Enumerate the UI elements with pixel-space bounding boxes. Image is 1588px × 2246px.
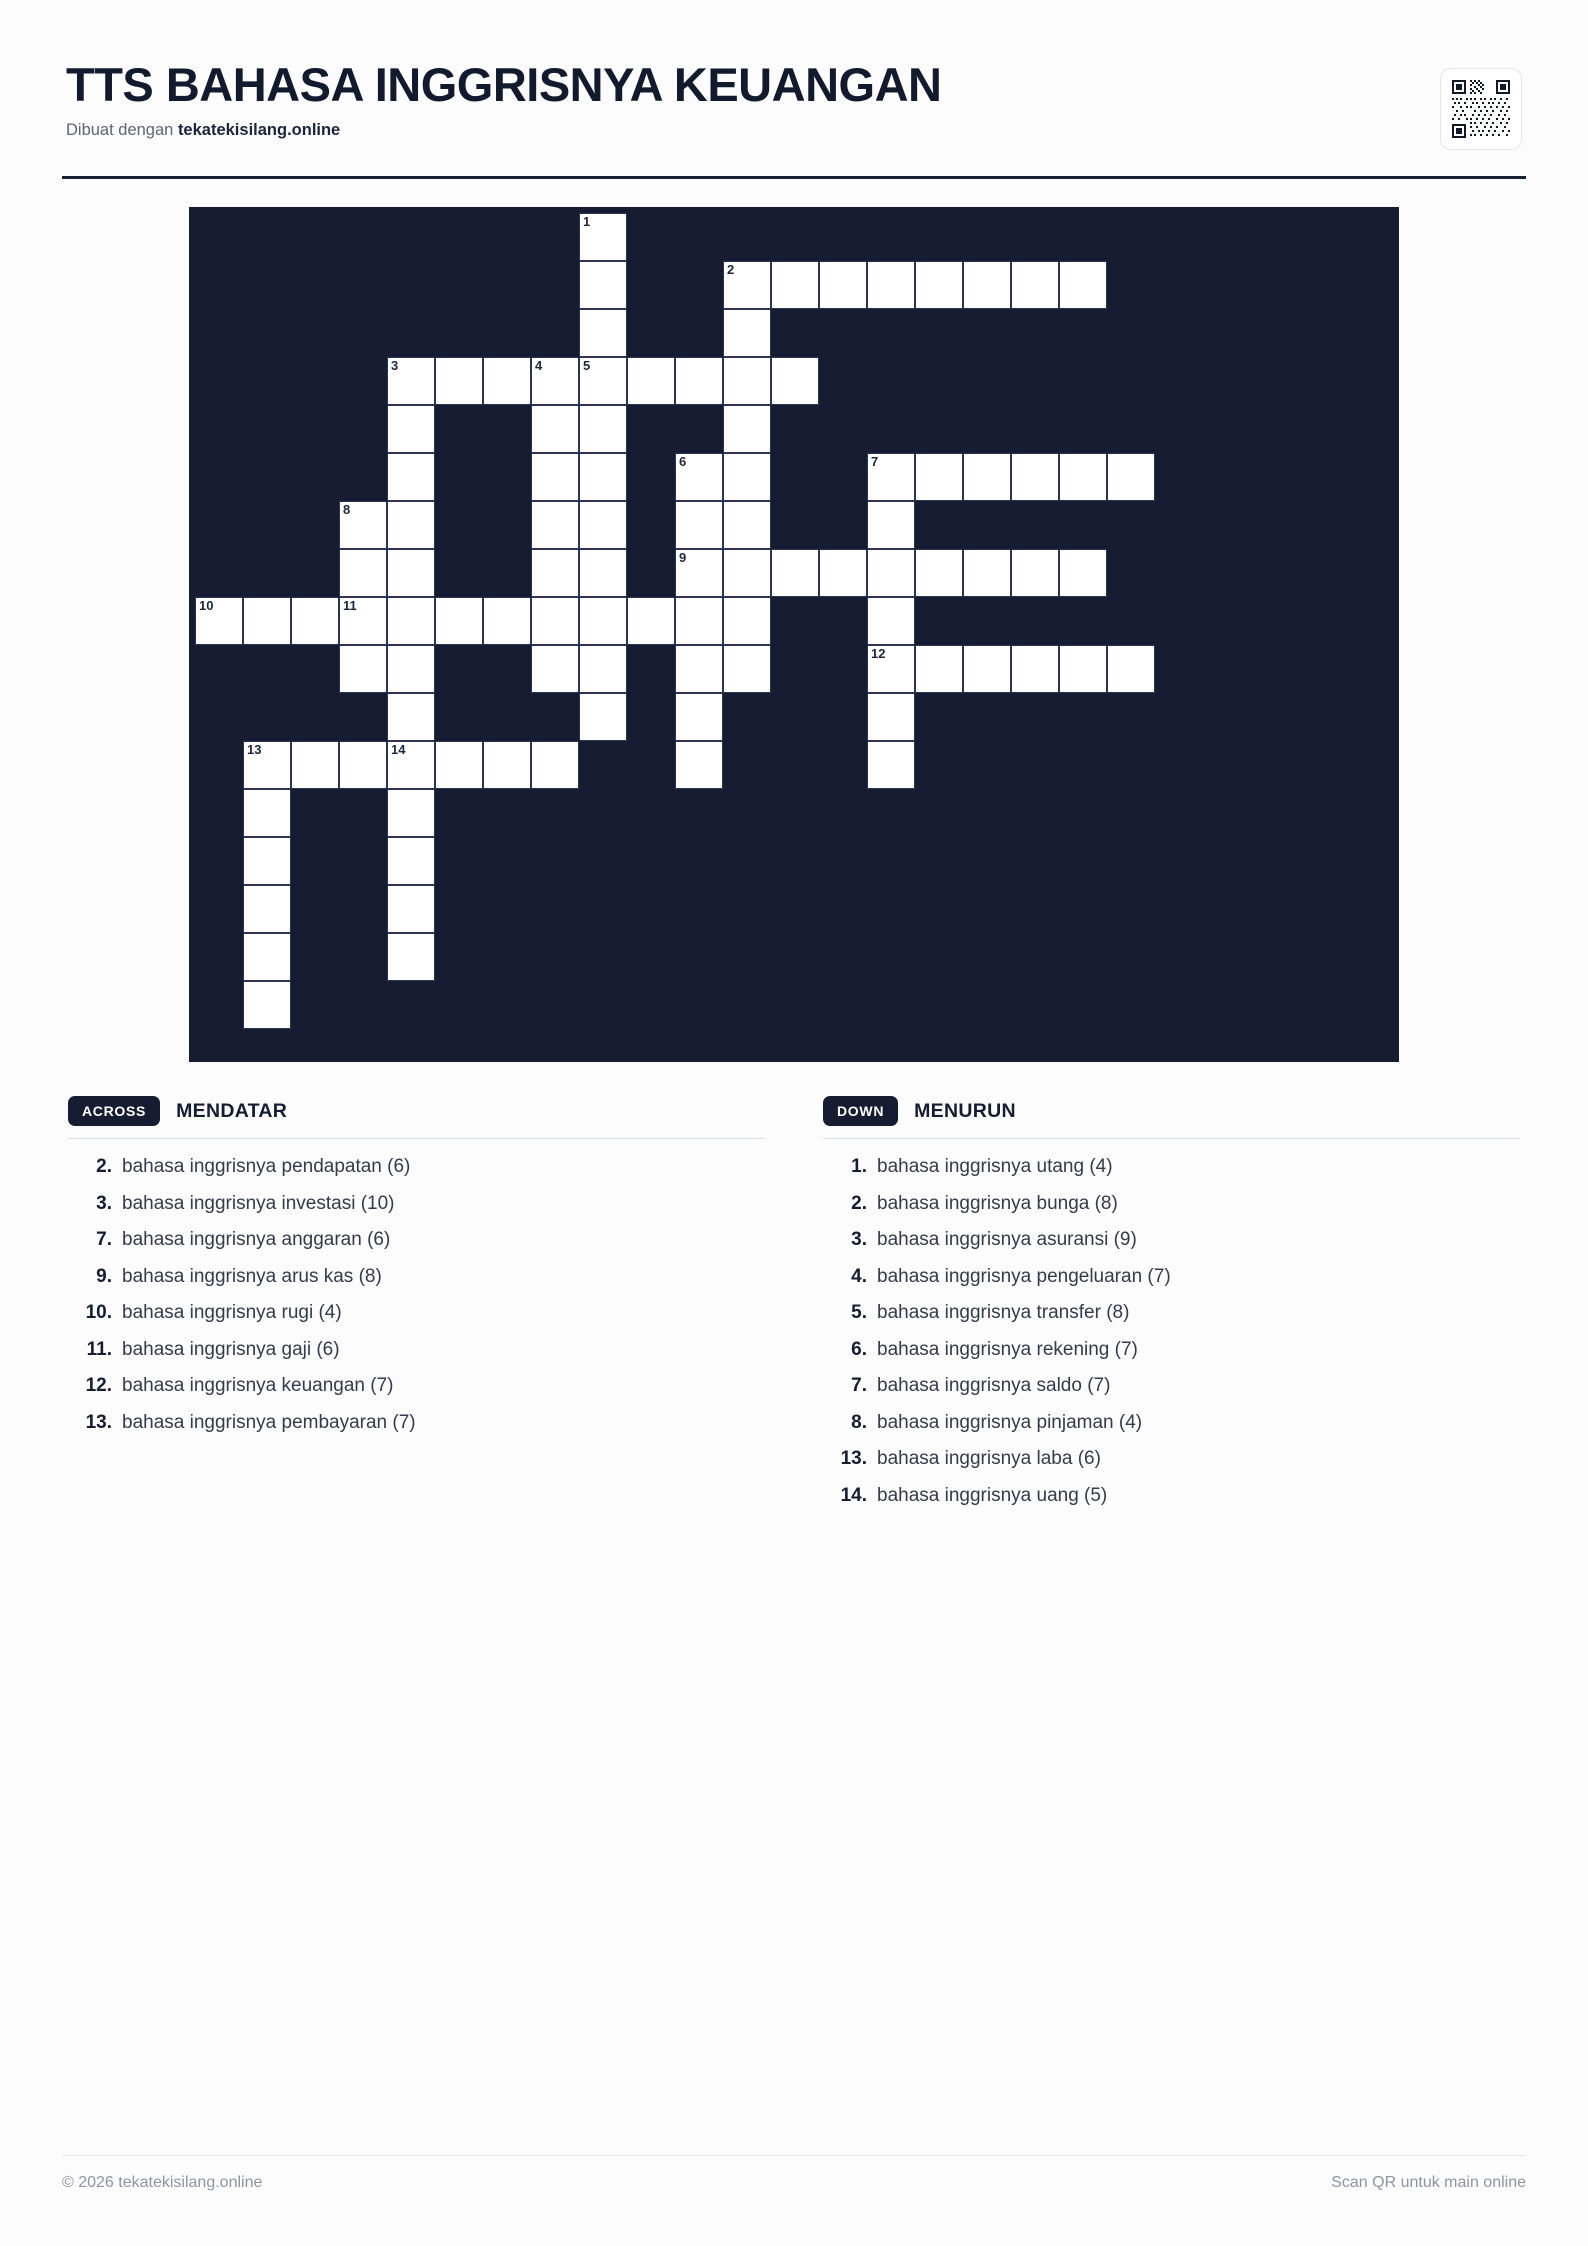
grid-cell[interactable] (1107, 645, 1155, 693)
clue-text: bahasa inggrisnya arus kas (8) (122, 1265, 382, 1287)
across-clue-item[interactable] (68, 1299, 765, 1327)
grid-cell[interactable] (723, 405, 771, 453)
clue-number: 14. (840, 1484, 867, 1506)
clue-text: bahasa inggrisnya rekening (7) (877, 1338, 1138, 1360)
clue-number: 10. (85, 1302, 112, 1324)
down-clue-item[interactable] (823, 1445, 1520, 1473)
grid-cell-number: 6 (679, 454, 687, 469)
grid-cell-number: 7 (871, 454, 879, 469)
grid-cell[interactable] (243, 933, 291, 981)
grid-cell[interactable] (579, 645, 627, 693)
grid-cell-number: 5 (583, 358, 591, 373)
grid-cell[interactable] (387, 741, 435, 789)
grid-cell[interactable] (243, 837, 291, 885)
clue-number: 5. (851, 1302, 867, 1324)
grid-cell[interactable] (675, 357, 723, 405)
grid-cell[interactable] (531, 405, 579, 453)
qr-code-graphic (1452, 80, 1510, 138)
page-header (62, 0, 1526, 150)
grid-cell[interactable] (963, 645, 1011, 693)
grid-cell-number: 1 (583, 214, 591, 229)
grid-cell[interactable] (915, 261, 963, 309)
grid-cell[interactable] (867, 453, 915, 501)
clue-text: bahasa inggrisnya pengeluaran (7) (877, 1265, 1171, 1287)
clue-text: bahasa inggrisnya anggaran (6) (122, 1229, 391, 1251)
grid-cell[interactable] (387, 597, 435, 645)
grid-cell-number: 14 (391, 742, 406, 757)
clue-number: 1. (851, 1156, 867, 1177)
grid-cell[interactable] (387, 789, 435, 837)
across-clue-item[interactable] (68, 1409, 765, 1437)
grid-cell[interactable] (915, 645, 963, 693)
grid-cell[interactable] (723, 261, 771, 309)
clue-text: bahasa inggrisnya laba (6) (877, 1448, 1101, 1470)
grid-cell[interactable] (579, 261, 627, 309)
grid-cell[interactable] (675, 597, 723, 645)
grid-cell[interactable] (579, 693, 627, 741)
grid-cell-number: 2 (727, 262, 735, 277)
across-header (68, 1096, 765, 1139)
down-clue-item[interactable] (823, 1482, 1520, 1510)
grid-cell[interactable] (531, 453, 579, 501)
grid-cell[interactable] (963, 549, 1011, 597)
grid-cell-number: 4 (535, 358, 543, 373)
page-title: TTS BAHASA INGGRISNYA KEUANGAN (66, 58, 942, 111)
grid-cell-number: 3 (391, 358, 399, 373)
grid-cell[interactable] (867, 549, 915, 597)
down-clue-item[interactable] (823, 1336, 1520, 1364)
grid-cell[interactable] (1011, 645, 1059, 693)
title-block (62, 60, 941, 140)
grid-cell[interactable] (243, 885, 291, 933)
grid-cell[interactable] (723, 309, 771, 357)
clue-number: 4. (851, 1265, 867, 1287)
grid-cell[interactable] (1059, 549, 1107, 597)
grid-cell[interactable] (1107, 453, 1155, 501)
grid-cell[interactable] (963, 261, 1011, 309)
grid-cell[interactable] (723, 549, 771, 597)
grid-cell[interactable] (435, 357, 483, 405)
clue-number: 13. (840, 1448, 867, 1470)
clue-text: bahasa inggrisnya asuransi (9) (877, 1229, 1137, 1251)
clue-text: bahasa inggrisnya investasi (10) (122, 1192, 395, 1214)
grid-cell[interactable] (867, 261, 915, 309)
grid-cell[interactable] (291, 597, 339, 645)
clue-text: bahasa inggrisnya utang (4) (877, 1156, 1113, 1177)
grid-cell[interactable] (531, 741, 579, 789)
qr-code-icon[interactable] (1440, 68, 1522, 150)
grid-cell-number: 8 (343, 502, 351, 517)
header-divider (62, 176, 1526, 179)
grid-cell[interactable] (579, 501, 627, 549)
clue-number: 11. (86, 1338, 112, 1360)
grid-cell[interactable] (1011, 453, 1059, 501)
grid-cell[interactable] (627, 597, 675, 645)
clue-number: 9. (96, 1265, 112, 1287)
clue-number: 6. (851, 1338, 867, 1360)
grid-cell[interactable] (435, 597, 483, 645)
grid-cell[interactable] (915, 549, 963, 597)
grid-cell[interactable] (531, 645, 579, 693)
down-clue-item[interactable] (823, 1153, 1520, 1181)
grid-cell[interactable] (195, 597, 243, 645)
grid-cell[interactable] (579, 549, 627, 597)
grid-cell[interactable] (867, 597, 915, 645)
grid-cell[interactable] (867, 741, 915, 789)
grid-cell[interactable] (483, 357, 531, 405)
grid-cell[interactable] (291, 741, 339, 789)
grid-cell[interactable] (627, 357, 675, 405)
clue-text: bahasa inggrisnya uang (5) (877, 1484, 1108, 1506)
grid-cell[interactable] (387, 837, 435, 885)
grid-cell[interactable] (819, 549, 867, 597)
clue-text: bahasa inggrisnya transfer (8) (877, 1302, 1130, 1324)
grid-cell[interactable] (483, 741, 531, 789)
grid-cell[interactable] (723, 357, 771, 405)
clue-number: 2. (96, 1156, 112, 1177)
grid-cell[interactable] (915, 453, 963, 501)
grid-cell[interactable] (675, 549, 723, 597)
clue-number: 3. (96, 1192, 112, 1214)
grid-cell[interactable] (1059, 453, 1107, 501)
across-clue-list (68, 1153, 765, 1436)
page-footer (62, 2155, 1526, 2192)
footer-scan-note: Scan QR untuk main online (1331, 2174, 1526, 2191)
across-column (68, 1096, 765, 1518)
grid-cell-number: 12 (871, 646, 886, 661)
clue-number: 8. (851, 1411, 867, 1433)
grid-cell[interactable] (339, 501, 387, 549)
crossword-grid-wrap (62, 207, 1526, 1062)
grid-cell[interactable] (771, 357, 819, 405)
clue-number: 7. (851, 1375, 867, 1397)
page-subtitle (66, 121, 941, 140)
grid-cell[interactable] (963, 453, 1011, 501)
grid-cell[interactable] (339, 597, 387, 645)
clue-text: bahasa inggrisnya keuangan (7) (122, 1375, 394, 1397)
grid-cell[interactable] (339, 741, 387, 789)
down-clue-item[interactable] (823, 1263, 1520, 1291)
grid-cell[interactable] (387, 549, 435, 597)
subtitle-brand: tekatekisilang.online (177, 121, 341, 140)
grid-cell[interactable] (1059, 645, 1107, 693)
down-clue-item[interactable] (823, 1409, 1520, 1437)
clue-text: bahasa inggrisnya pinjaman (4) (877, 1411, 1143, 1433)
grid-cell[interactable] (387, 501, 435, 549)
grid-cell[interactable] (771, 261, 819, 309)
grid-cell[interactable] (243, 741, 291, 789)
clues-section (62, 1096, 1526, 1518)
grid-cell[interactable] (675, 741, 723, 789)
grid-cell-number: 10 (199, 598, 214, 613)
grid-cell[interactable] (723, 453, 771, 501)
grid-cell[interactable] (579, 597, 627, 645)
grid-cell[interactable] (675, 645, 723, 693)
across-clue-item[interactable] (68, 1372, 765, 1400)
subtitle-prefix: Dibuat dengan (66, 121, 178, 140)
grid-cell[interactable] (387, 405, 435, 453)
clue-number: 7. (96, 1229, 112, 1251)
grid-cell[interactable] (1011, 261, 1059, 309)
across-clue-item[interactable] (68, 1226, 765, 1254)
footer-divider (62, 2155, 1526, 2156)
grid-cell[interactable] (387, 453, 435, 501)
grid-cell[interactable] (387, 645, 435, 693)
crossword-grid[interactable] (189, 207, 1399, 1062)
clue-number: 13. (85, 1411, 112, 1433)
down-clue-list (823, 1153, 1520, 1509)
across-clue-item[interactable] (68, 1336, 765, 1364)
grid-cell[interactable] (387, 933, 435, 981)
footer-copyright: © 2026 tekatekisilang.online (62, 2174, 263, 2191)
grid-cell[interactable] (1011, 549, 1059, 597)
clue-number: 2. (851, 1192, 867, 1214)
down-column (823, 1096, 1520, 1518)
clue-text: bahasa inggrisnya saldo (7) (877, 1375, 1111, 1397)
grid-cell[interactable] (867, 693, 915, 741)
grid-cell[interactable] (435, 741, 483, 789)
down-label: MENURUN (914, 1099, 1016, 1122)
grid-cell[interactable] (579, 453, 627, 501)
grid-cell[interactable] (819, 261, 867, 309)
grid-cell-number: 13 (247, 742, 262, 757)
grid-cell[interactable] (867, 645, 915, 693)
grid-cell[interactable] (243, 597, 291, 645)
across-clue-item[interactable] (68, 1190, 765, 1218)
grid-cell-number: 11 (343, 598, 357, 613)
down-chip: DOWN (823, 1096, 898, 1126)
grid-cell[interactable] (387, 357, 435, 405)
grid-cell[interactable] (723, 597, 771, 645)
down-clue-item[interactable] (823, 1226, 1520, 1254)
grid-cell[interactable] (579, 405, 627, 453)
grid-cell[interactable] (531, 357, 579, 405)
grid-cell[interactable] (531, 597, 579, 645)
grid-cell[interactable] (243, 789, 291, 837)
grid-cell[interactable] (675, 501, 723, 549)
grid-cell[interactable] (675, 453, 723, 501)
grid-cell[interactable] (723, 645, 771, 693)
grid-cell[interactable] (243, 981, 291, 1029)
across-clue-item[interactable] (68, 1263, 765, 1291)
grid-cell[interactable] (531, 549, 579, 597)
grid-cell-number: 9 (679, 550, 687, 565)
grid-cell[interactable] (867, 501, 915, 549)
clue-text: bahasa inggrisnya pendapatan (6) (122, 1156, 411, 1177)
grid-cell[interactable] (387, 885, 435, 933)
clue-number: 12. (85, 1375, 112, 1397)
grid-cell[interactable] (723, 501, 771, 549)
down-clue-item[interactable] (823, 1190, 1520, 1218)
grid-cell[interactable] (771, 549, 819, 597)
down-header (823, 1096, 1520, 1139)
grid-cell[interactable] (579, 213, 627, 261)
down-clue-item[interactable] (823, 1372, 1520, 1400)
grid-cell[interactable] (339, 645, 387, 693)
grid-cell[interactable] (1059, 261, 1107, 309)
across-clue-item[interactable] (68, 1153, 765, 1181)
grid-cell[interactable] (339, 549, 387, 597)
grid-cell[interactable] (579, 309, 627, 357)
footer-row (62, 2174, 1526, 2192)
across-chip: ACROSS (68, 1096, 160, 1126)
clue-text: bahasa inggrisnya bunga (8) (877, 1192, 1118, 1214)
grid-cell[interactable] (675, 693, 723, 741)
clue-text: bahasa inggrisnya gaji (6) (122, 1338, 340, 1360)
grid-cell[interactable] (531, 501, 579, 549)
clue-text: bahasa inggrisnya pembayaran (7) (122, 1411, 416, 1433)
grid-cell[interactable] (579, 357, 627, 405)
down-clue-item[interactable] (823, 1299, 1520, 1327)
clue-number: 3. (851, 1229, 867, 1251)
grid-cell[interactable] (483, 597, 531, 645)
clue-text: bahasa inggrisnya rugi (4) (122, 1302, 342, 1324)
across-label: MENDATAR (176, 1099, 288, 1122)
grid-cell[interactable] (387, 693, 435, 741)
